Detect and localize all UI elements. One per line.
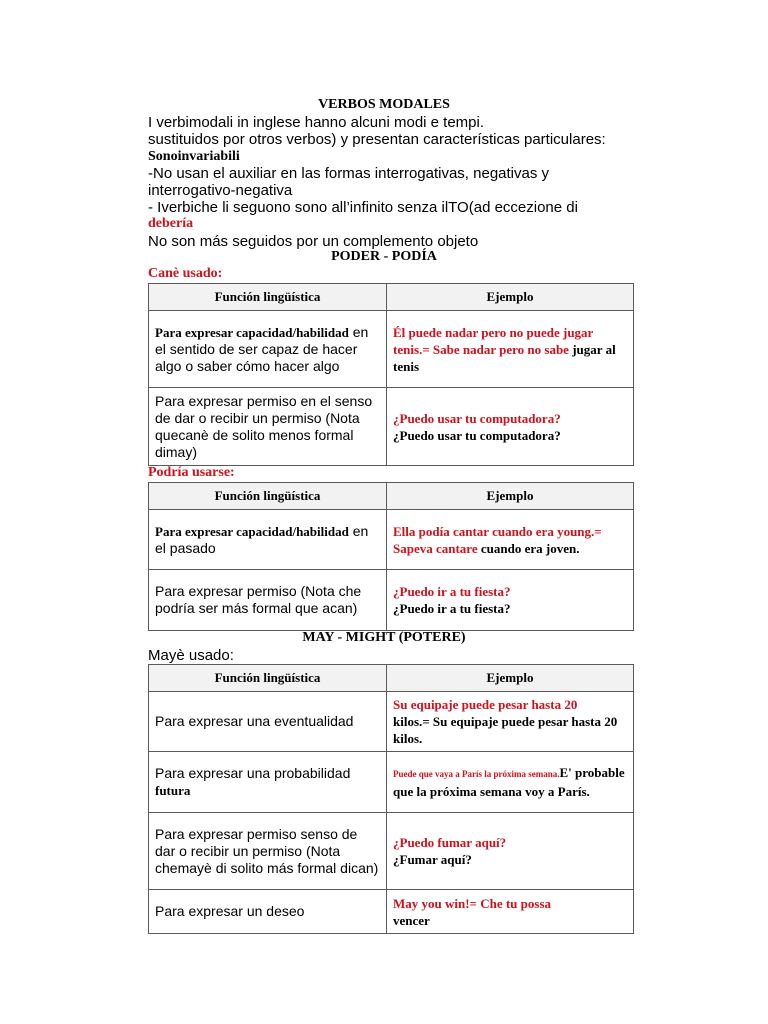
section-heading-may: MAY - MIGHT (POTERE) xyxy=(302,630,466,645)
column-header-function: Función lingüística xyxy=(149,284,387,311)
table-can xyxy=(148,283,634,466)
function-cell xyxy=(149,510,387,570)
table-header-row xyxy=(149,665,634,692)
function-cell: Para expresar permiso en el senso de dar o recibir un permiso (Nota quecanè de solito menos formal dimay) xyxy=(149,388,387,466)
example-translation-text: ¿Puedo usar tu computadora? xyxy=(393,427,561,443)
function-bold-text: Para expresar capacidad/habilidad xyxy=(155,324,349,340)
section-label-can: Canè usado: xyxy=(148,266,223,281)
function-cell xyxy=(149,311,387,388)
intro-line: - Iverbiche li seguono sono all’infinito senza ilTO(ad eccezione di xyxy=(148,199,578,216)
intro-line: I verbimodali in inglese hanno alcuni modi e tempi. xyxy=(148,114,485,131)
function-bold-text: futura xyxy=(155,783,191,798)
function-text: en el pasado xyxy=(155,522,369,556)
function-cell: Para expresar un deseo xyxy=(149,890,387,934)
section-label-may: Mayè usado: xyxy=(148,647,234,664)
column-header-function: Función lingüística xyxy=(149,483,387,510)
table-row xyxy=(149,311,634,388)
example-spanish-text: ¿Puedo fumar aquí? xyxy=(393,835,507,850)
example-spanish-text: Ella podía cantar cuando era young.= Sapeva cantare xyxy=(393,523,602,556)
column-header-example: Ejemplo xyxy=(387,665,634,692)
example-spanish-text: Él puede nadar pero no puede jugar tenis.= Sabe nadar pero no sabe xyxy=(393,324,594,357)
example-cell xyxy=(387,752,634,813)
example-spanish-text: May you win!= Che tu possa xyxy=(393,895,552,911)
intro-line: sustituidos por otros verbos) y presentan características particulares: xyxy=(148,131,606,148)
table-row xyxy=(149,813,634,890)
function-bold-text: Para expresar capacidad/habilidad xyxy=(155,523,349,539)
table-row xyxy=(149,510,634,570)
table-row xyxy=(149,692,634,752)
document-title: VERBOS MODALES xyxy=(318,97,450,112)
example-translation-text: vencer xyxy=(393,912,430,928)
intro-line: debería xyxy=(148,216,194,231)
table-row xyxy=(149,752,634,813)
example-cell xyxy=(387,570,634,631)
function-cell: Para expresar una eventualidad xyxy=(149,692,387,752)
example-cell xyxy=(387,813,634,890)
function-text: Para expresar una probabilidad xyxy=(155,765,351,781)
table-header-row xyxy=(149,483,634,510)
example-translation-text: ¿Fumar aquí? xyxy=(393,852,472,867)
example-cell xyxy=(387,510,634,570)
table-header-row xyxy=(149,284,634,311)
table-row xyxy=(149,570,634,631)
example-spanish-text: ¿Puedo ir a tu fiesta? xyxy=(393,584,511,599)
function-cell xyxy=(149,752,387,813)
table-row xyxy=(149,890,634,934)
example-translation-text: jugar al tenis xyxy=(393,341,616,374)
table-could xyxy=(148,482,634,631)
example-spanish-text: Puede que vaya a París la próxima semana. xyxy=(393,769,560,779)
column-header-function: Función lingüística xyxy=(149,665,387,692)
table-may xyxy=(148,664,634,934)
column-header-example: Ejemplo xyxy=(387,483,634,510)
example-translation-text: kilos.= Su equipaje puede pesar hasta 20 kilos. xyxy=(393,714,618,746)
example-translation-text: ¿Puedo ir a tu fiesta? xyxy=(393,601,511,616)
section-heading-poder: PODER - PODÍA xyxy=(331,249,437,264)
example-cell xyxy=(387,311,634,388)
example-spanish-text: Su equipaje puede pesar hasta 20 xyxy=(393,697,578,712)
column-header-example: Ejemplo xyxy=(387,284,634,311)
table-row xyxy=(149,388,634,466)
example-cell xyxy=(387,890,634,934)
function-cell: Para expresar permiso (Nota che podría ser más formal que acan) xyxy=(149,570,387,631)
example-cell xyxy=(387,388,634,466)
section-label-could: Podría usarse: xyxy=(148,465,235,480)
function-cell: Para expresar permiso senso de dar o recibir un permiso (Nota chemayè di solito más formal dican) xyxy=(149,813,387,890)
intro-line: No son más seguidos por un complemento objeto xyxy=(148,233,479,250)
example-translation-text: cuando era joven. xyxy=(480,540,580,556)
intro-line: interrogativo-negativa xyxy=(148,182,293,199)
intro-line: Sonoinvariabili xyxy=(148,149,240,164)
intro-line: -No usan el auxiliar en las formas interrogativas, negativas y xyxy=(148,165,550,182)
example-translation-text: E' probable que la próxima semana voy a París. xyxy=(393,765,625,799)
example-cell xyxy=(387,692,634,752)
example-spanish-text: ¿Puedo usar tu computadora? xyxy=(393,410,561,426)
function-text: en el sentido de ser capaz de hacer algo o saber cómo hacer algo xyxy=(155,323,369,374)
